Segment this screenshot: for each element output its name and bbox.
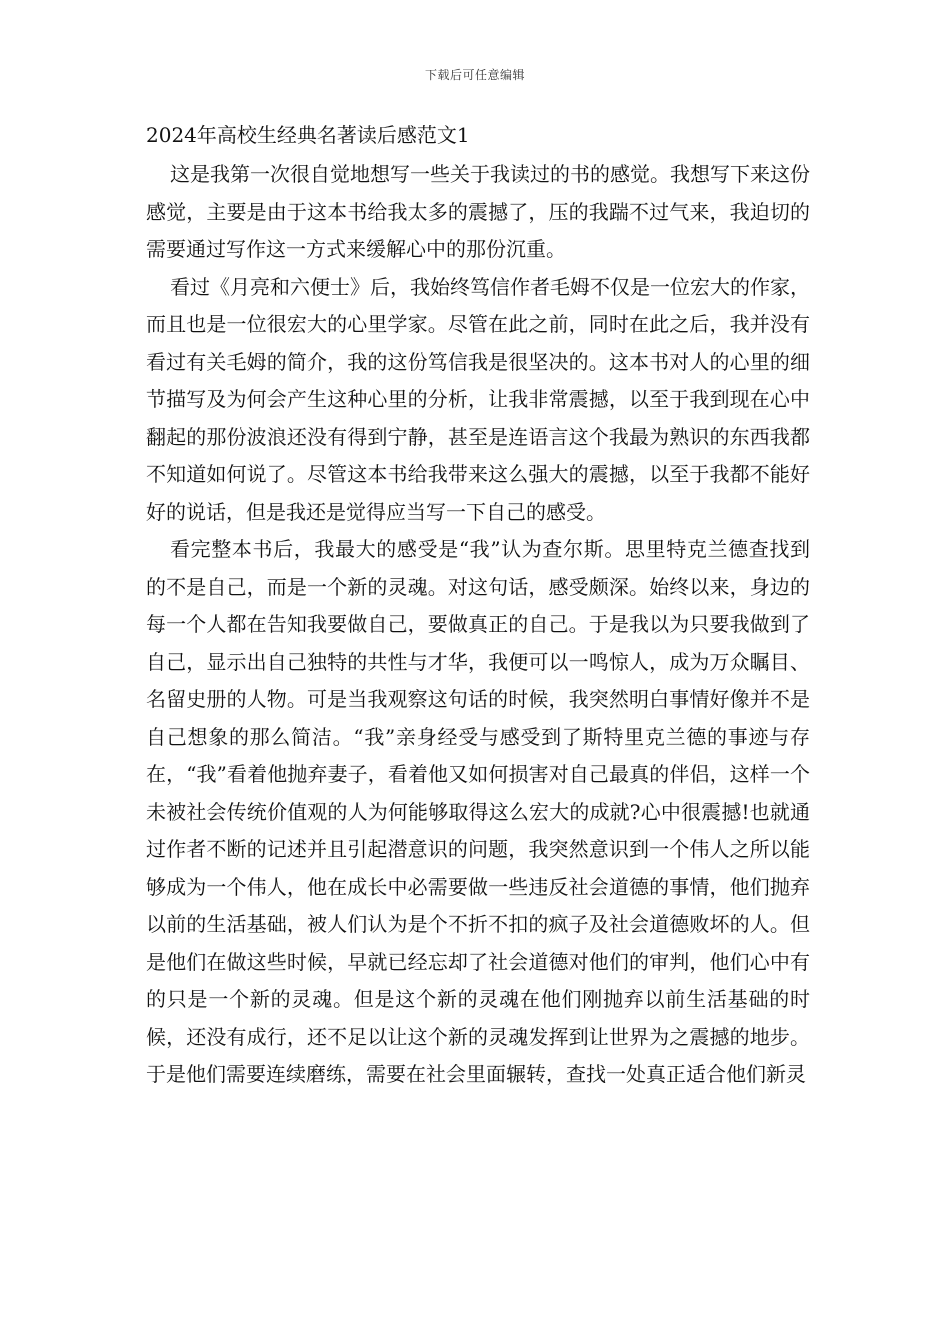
document-title: 2024年高校生经典名著读后感范文1 [146,123,470,147]
document-body [146,120,810,1094]
paragraph-2: 看过《月亮和六便士》后，我始终笃信作者毛姆不仅是一位宏大的作家，而且也是一位很宏大的心里学家。尽管在此之前，同时在此之后，我并没有看过有关毛姆的简介，我的这份笃信我是很坚决的。这本书对人的心里的细节描写及为何会产生这种心里的分析，让我非常震撼，以至于我到现在心中翻起的那份波浪还没有得到宁静，甚至是连语言这个我最为熟识的东西我都不知道如何说了。尽管这本书给我带来这么强大的震撼，以至于我都不能好好的说话，但是我还是觉得应当写一下自己的感受。 [146,274,810,524]
paragraph-3: 看完整本书后，我最大的感受是“我”认为查尔斯。思里特克兰德查找到的不是自己，而是一个新的灵魂。对这句话，感受颇深。始终以来，身边的每一个人都在告知我要做自己，要做真正的自己。于是我以为只要我做到了自己，显示出自己独特的共性与才华，我便可以一鸣惊人，成为万众瞩目、名留史册的人物。可是当我观察这句话的时候，我突然明白事情好像并不是自己想象的那么简洁。“我”亲身经受与感受到了斯特里克兰德的事迹与存在，“我”看着他抛弃妻子，看着他又如何损害对自己最真的伴侣，这样一个未被社会传统价值观的人为何能够取得这么宏大的成就?心中很震撼!也就通过作者不断的记述并且引起潜意识的问题，我突然意识到一个伟人之所以能够成为一个伟人，他在成长中必需要做一些违反社会道德的事情，他们抛弃以前的生活基础，被人们认为是个不折不扣的疯子及社会道德败坏的人。但是他们在做这些时候，早就已经忘却了社会道德对他们的审判，他们心中有的只是一个新的灵魂。但是这个新的灵魂在他们刚抛弃以前生活基础的时候，还没有成行，还不足以让这个新的灵魂发挥到让世界为之震撼的地步。于是他们需要连续磨练，需要在社会里面辗转，查找一处真正适合他们新灵 [146,537,810,1086]
paragraph-1: 这是我第一次很自觉地想写一些关于我读过的书的感觉。我想写下来这份感觉，主要是由于这本书给我太多的震撼了，压的我踹不过气来，我迫切的需要通过写作这一方式来缓解心中的那份沉重。 [146,162,810,261]
header-note: 下载后可任意编辑 [424,68,525,82]
